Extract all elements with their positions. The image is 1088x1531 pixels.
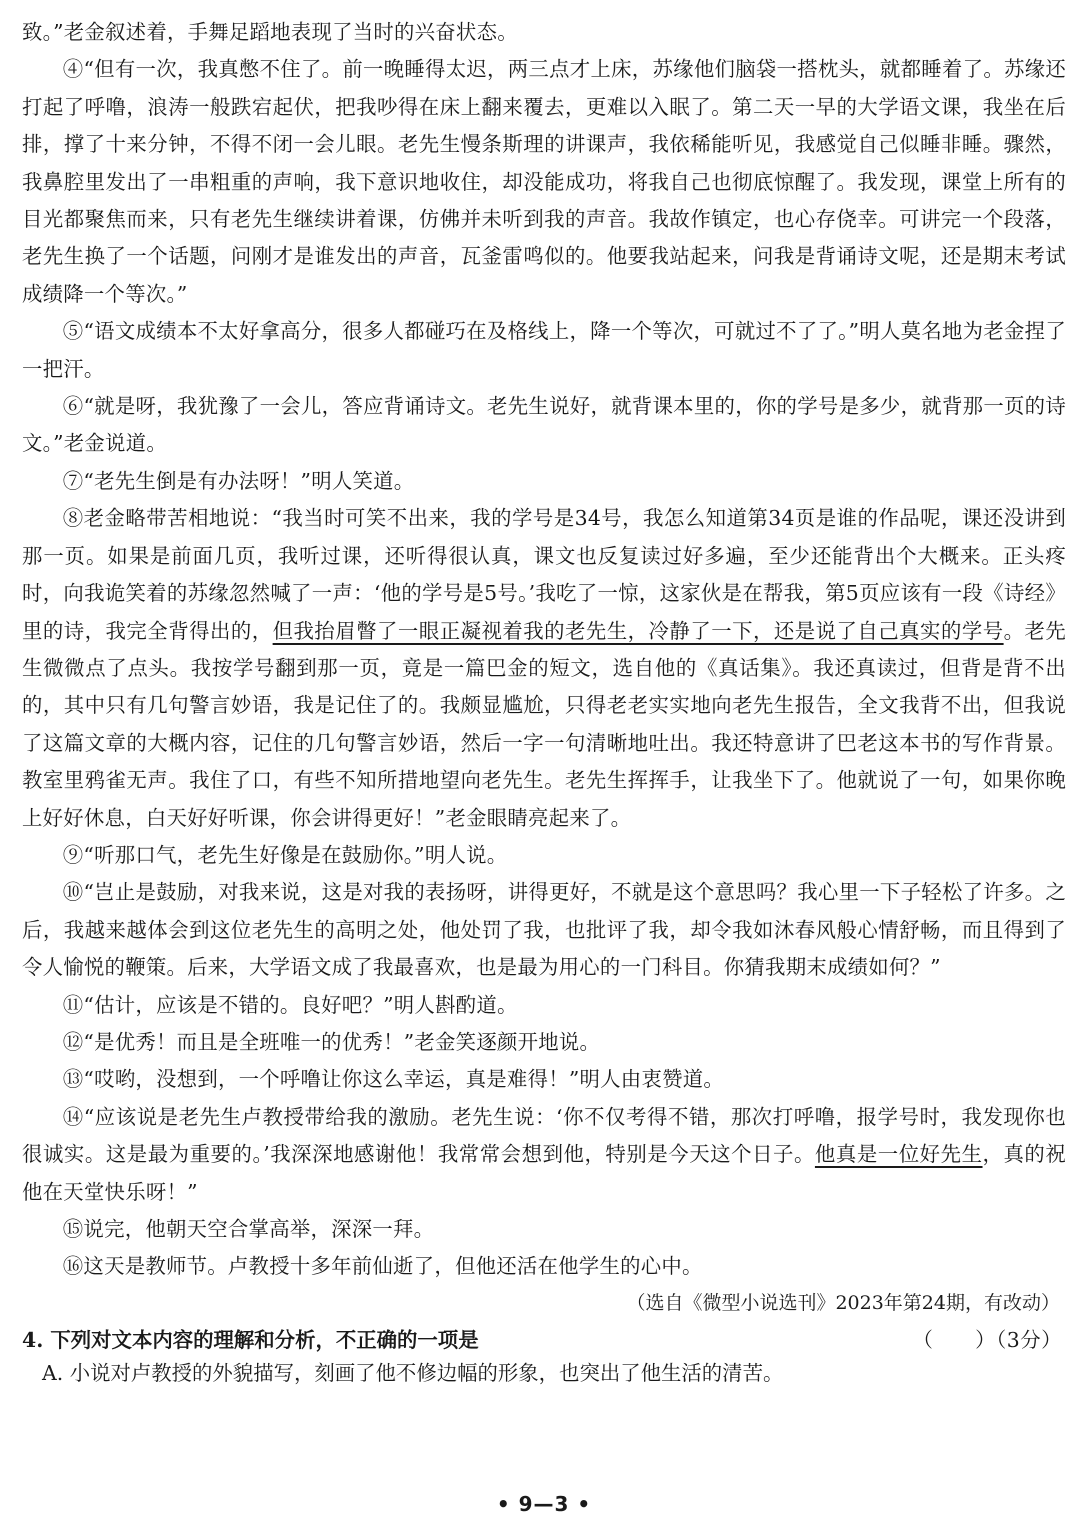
underlined-sentence: 但我抬眉瞥了一眼正凝视着我的老先生，冷静了一下，还是说了自己真实的学号 (272, 618, 1004, 643)
paragraph-text: ⑥“就是呀，我犹豫了一会儿，答应背诵诗文。老先生说好，就背课本里的，你的学号是多少，就背那一页的诗文。”老金说道。 (22, 394, 1066, 456)
paragraph-text: ⑫“是优秀！而且是全班唯一的优秀！”老金笑逐颜开地说。 (62, 1029, 601, 1054)
paragraph-p11 (22, 987, 1066, 1024)
paragraph-text: ⑧老金略带苦相地说：“我当时可笑不出来，我的学号是34号，我怎么知道第34页是谁的作品呢，课还没讲到那一页。如果是前面几页，我听过课，还听得很认真，课文也反复读过好多遍，至少还能背出个大概来。正头疼时，向我诡笑着的苏缘忽然喊了一声：‘他的学号是5号。’我吃了一惊，这家伙是在帮我，第5页应该有一段《诗经》里的诗，我完全背得出的， (22, 506, 1066, 643)
question-4 (22, 1324, 1066, 1356)
paragraph-text: 致。”老金叙述着，手舞足蹈地表现了当时的兴奋状态。 (22, 20, 518, 44)
paragraph-p12 (22, 1024, 1066, 1061)
paragraph-text: ⑭“应该说是老先生卢教授带给我的激励。老先生说：‘你不仅考得不错，那次打呼噜，报学号时，我发现你也很诚实。这是最为重要的。’我深深地感谢他！我常常会想到他，特别是今天这个日子。 (22, 1104, 1066, 1167)
paragraph-p7 (22, 463, 1066, 500)
paragraph-p8 (22, 500, 1066, 837)
paragraph-text: ⑤“语文成绩本不太好拿高分，很多人都碰巧在及格线上，降一个等次，可就过不了了。”明人莫名地为老金捏了一把汗。 (22, 319, 1066, 381)
source-citation: （选自《微型小说选刊》2023年第24期，有改动） (626, 1291, 1060, 1314)
paragraph-p4 (22, 51, 1066, 313)
paragraph-text: ，真的祝他在天堂快乐呀！” (22, 1142, 1067, 1204)
paragraph-p-cont (22, 14, 1066, 51)
paragraph-text: ⑮说完，他朝天空合掌高举，深深一拜。 (62, 1217, 435, 1241)
paragraph-p10 (22, 874, 1066, 986)
paragraph-text: ④“但有一次，我真憋不住了。前一晚睡得太迟，两三点才上床，苏缘他们脑袋一搭枕头，就都睡着了。苏缘还打起了呼噜，浪涛一般跌宕起伏，把我吵得在床上翻来覆去，更难以入眠了。第二天一早的大学语文课，我坐在后排，撑了十来分钟，不得不闭一会儿眼。老先生慢条斯理的讲课声，我依稀能听见，我感觉自己似睡非睡。骤然，我鼻腔里发出了一串粗重的声响，我下意识地收住，却没能成功，将我自己也彻底惊醒了。我发现，课堂上所有的目光都聚焦而来，只有老先生继续讲着课，仿佛并未听到我的声音。我故作镇定，也心存侥幸。可讲完一个段落，老先生换了一个话题，问刚才是谁发出的声音，瓦釜雷鸣似的。他要我站起来，问我是背诵诗文呢，还是期末考试成绩降一个等次。” (22, 57, 1066, 306)
paragraph-text: 。老先生微微点了点头。我按学号翻到那一页，竟是一篇巴金的短文，选自他的《真话集》。我还真读过，但背是背不出的，其中只有几句警言妙语，我是记住了的。我颇显尴尬，只得老老实实地向老先生报告，全文我背不出，但我说了这篇文章的大概内容，记住的几句警言妙语，然后一字一句清晰地吐出。我还特意讲了巴老这本书的写作背景。教室里鸦雀无声。我住了口，有些不知所措地望向老先生。老先生挥挥手，让我坐下了。他就说了一句，如果你晚上好好休息，白天好好听课，你会讲得更好！”老金眼睛亮起来了。 (22, 618, 1067, 830)
paragraph-p14 (22, 1099, 1066, 1211)
question-4-stem: 4. 下列对文本内容的理解和分析，不正确的一项是 (22, 1327, 479, 1352)
paragraph-p15 (22, 1211, 1066, 1248)
paragraph-text: ⑦“老先生倒是有办法呀！”明人笑道。 (62, 468, 415, 493)
paragraph-text: ⑪“估计，应该是不错的。良好吧？”明人斟酌道。 (62, 992, 518, 1017)
paragraph-text: ⑨“听那口气，老先生好像是在鼓励你。”明人说。 (62, 842, 508, 867)
answer-blank-and-score: （ ）（3分） (912, 1327, 1062, 1352)
paragraph-p9 (22, 837, 1066, 874)
paragraph-p16 (22, 1248, 1066, 1285)
option-a: A. 小说对卢教授的外貌描写，刻画了他不修边幅的形象，也突出了他生活的清苦。 (42, 1360, 784, 1385)
underlined-sentence: 他真是一位好先生 (814, 1142, 983, 1167)
article-body (22, 14, 1066, 1286)
paragraph-text: ⑩“岂止是鼓励，对我来说，这是对我的表扬呀，讲得更好，不就是这个意思吗？我心里一下子轻松了许多。之后，我越来越体会到这位老先生的高明之处，他处罚了我，也批评了我，却令我如沐春风般心情舒畅，而且得到了令人愉悦的鞭策。后来，大学语文成了我最喜欢，也是最为用心的一门科目。你猜我期末成绩如何？” (22, 880, 1066, 980)
paragraph-p6 (22, 388, 1066, 463)
paragraph-p5 (22, 313, 1066, 388)
paragraph-text: ⑬“哎哟，没想到，一个呼噜让你这么幸运，真是难得！”明人由衷赞道。 (62, 1067, 725, 1092)
page-number: • 9—3 • (496, 1492, 592, 1516)
paragraph-text: ⑯这天是教师节。卢教授十多年前仙逝了，但他还活在他学生的心中。 (62, 1254, 703, 1279)
paragraph-p13 (22, 1061, 1066, 1098)
